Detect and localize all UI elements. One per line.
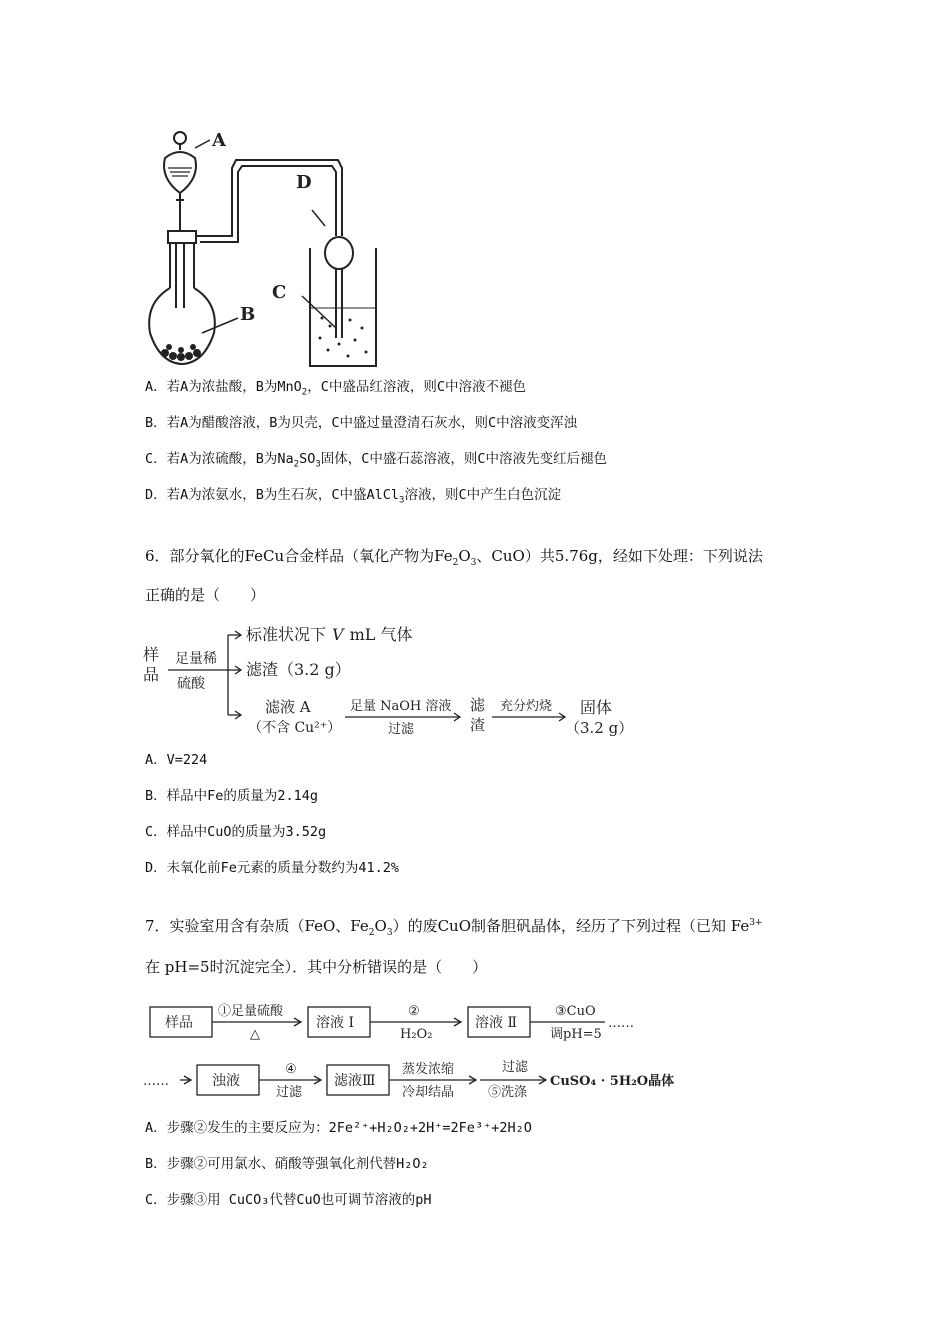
q7-stem-line1: 7．实验室用含有杂质（FeO、$Fe_2O_3$）的废CuO制备胆矾晶体，经历了下列过程（已知 $Fe^{3+}$ xyxy=(145,917,763,938)
q7-step4-top: ④ xyxy=(285,1062,297,1077)
q6-burn-label: 充分灼烧 xyxy=(500,699,553,714)
q7-box-filtrate3: 滤液Ⅲ xyxy=(334,1073,376,1089)
q7-step3-top: ③CuO xyxy=(555,1004,596,1019)
q6-acid-top: 足量稀 xyxy=(175,651,217,667)
q7-evap-top: 蒸发浓缩 xyxy=(402,1062,455,1077)
q7-stem-line2: 在 pH=5时沉淀完全）．其中分析错误的是（ ） xyxy=(145,958,488,976)
q6-option-a: A．V=224 xyxy=(145,752,208,768)
q7-step2-top: ② xyxy=(408,1004,420,1019)
q6-sample-bottom: 品 xyxy=(143,665,160,684)
q6-option-b: B．样品中Fe的质量为2.14g xyxy=(145,788,319,804)
q7-option-c: C．步骤③用 CuCO₃代替CuO也可调节溶液的pH xyxy=(145,1192,432,1208)
q6-acid-bottom: 硫酸 xyxy=(177,676,205,692)
q7-step1-top: ①足量硫酸 xyxy=(218,1004,284,1019)
q7-step1-bottom: △ xyxy=(250,1027,260,1042)
q7-option-a: A．步骤②发生的主要反应为：2Fe²⁺+H₂O₂+2H⁺=2Fe³⁺+2H₂O xyxy=(145,1120,532,1136)
q7-box-suspension: 浊液 xyxy=(212,1073,240,1089)
apparatus-diagram xyxy=(140,128,400,373)
q7-dots-1: …… xyxy=(608,1016,634,1031)
label-a: A xyxy=(212,130,226,151)
label-c: C xyxy=(272,282,287,303)
q6-solid-mass: （3.2 g） xyxy=(565,719,634,737)
q7-step5-top: 过滤 xyxy=(502,1060,529,1075)
q6-filtrate-note: （不含 Cu²⁺） xyxy=(248,720,342,736)
q6-residue2-top: 滤 xyxy=(470,696,486,714)
q7-option-b: B．步骤②可用氯水、硝酸等强氧化剂代替H₂O₂ xyxy=(145,1156,429,1172)
q6-residue2-bottom: 渣 xyxy=(470,716,486,734)
q6-option-c: C．样品中CuO的质量为3.52g xyxy=(145,824,327,840)
label-b: B xyxy=(240,304,256,325)
q7-dots-2: …… xyxy=(143,1074,169,1089)
q6-option-d: D．未氧化前Fe元素的质量分数约为41.2% xyxy=(145,860,400,876)
q7-box-solution2: 溶液 Ⅱ xyxy=(475,1015,517,1031)
q5-option-b: B．若A为醋酸溶液，B为贝壳，C中盛过量澄清石灰水，则C中溶液变浑浊 xyxy=(145,415,578,431)
q5-option-d: D．若A为浓氨水，B为生石灰，C中盛AlCl$_3$溶液，则C中产生白色沉淀 xyxy=(145,487,562,506)
q7-box-sample: 样品 xyxy=(165,1015,193,1031)
q6-filtrate-a: 滤液 A xyxy=(265,698,311,716)
q7-evap-bottom: 冷却结晶 xyxy=(402,1085,455,1100)
q7-step4-bottom: 过滤 xyxy=(276,1085,303,1100)
q5-option-a: A．若A为浓盐酸，B为MnO$_2$，C中盛品红溶液，则C中溶液不褪色 xyxy=(145,379,526,398)
q7-step5-bottom: ⑤洗涤 xyxy=(488,1085,528,1100)
q7-step3-bottom: 调pH=5 xyxy=(550,1027,602,1042)
q7-product: CuSO₄ · 5H₂O晶体 xyxy=(550,1074,675,1089)
q7-step2-bottom: H₂O₂ xyxy=(400,1027,433,1042)
q7-box-solution1: 溶液 Ⅰ xyxy=(316,1015,354,1031)
q6-filter-label: 过滤 xyxy=(388,722,415,737)
q6-gas-label: 标准状况下 V mL 气体 xyxy=(246,625,413,644)
label-d: D xyxy=(296,172,312,193)
q6-stem-line1: 6．部分氧化的FeCu合金样品（氧化产物为$Fe_2O_3$、CuO）共5.76g，经如下处理：下列说法 xyxy=(145,547,763,568)
q6-residue-label: 滤渣（3.2 g） xyxy=(246,660,351,679)
q6-sample-top: 样 xyxy=(143,645,160,664)
q6-solid-label: 固体 xyxy=(580,698,613,717)
q6-stem-line2: 正确的是（ ） xyxy=(145,586,266,604)
q6-flow-diagram xyxy=(140,620,640,745)
q7-flow-diagram xyxy=(140,995,700,1105)
q5-option-c: C．若A为浓硫酸，B为$Na_2SO_3$固体，C中盛石蕊溶液，则C中溶液先变红后褪色 xyxy=(145,451,608,470)
q6-naoh-label: 足量 NaOH 溶液 xyxy=(350,699,452,714)
